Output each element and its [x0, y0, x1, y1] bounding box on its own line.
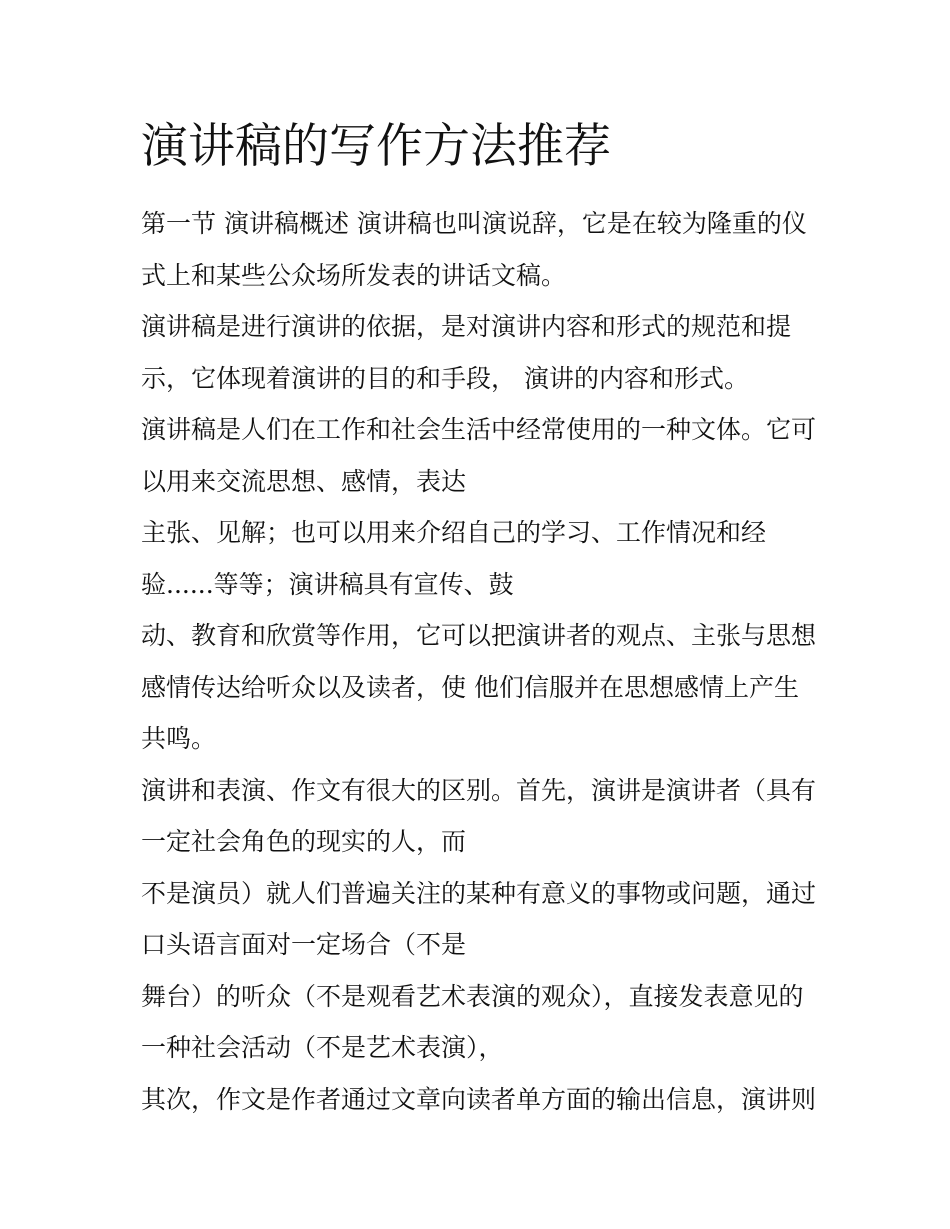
text-line: 动、教育和欣赏等作用，它可以把演讲者的观点、主张与思想 — [141, 621, 817, 650]
text-line: 示，它体现着演讲的目的和手段， 演讲的内容和形式。 — [141, 363, 749, 393]
text-line: 一定社会角色的现实的人，而 — [141, 827, 467, 856]
text-line: 舞台）的听众（不是观看艺术表演的观众），直接发表意见的 — [141, 981, 804, 1011]
document-title: 演讲稿的写作方法推荐 — [141, 119, 611, 174]
text-line: 不是演员）就人们普遍关注的某种有意义的事物或问题，通过 — [141, 878, 817, 908]
text-line: 以用来交流思想、感情，表达 — [141, 466, 467, 496]
document-body — [141, 198, 841, 1125]
text-line: 第一节 演讲稿概述 演讲稿也叫演说辞，它是在较为隆重的仪 — [141, 209, 807, 238]
text-line: 演讲稿是进行演讲的依据，是对演讲内容和形式的规范和提 — [141, 312, 792, 341]
text-line: 主张、见解；也可以用来介绍自己的学习、工作情况和经 — [141, 518, 767, 547]
text-line: 演讲稿是人们在工作和社会生活中经常使用的一种文体。它可 — [141, 415, 817, 444]
text-line: 式上和某些公众场所发表的讲话文稿。 — [141, 260, 567, 290]
text-line: 共鸣。 — [141, 724, 217, 753]
text-line: 口头语言面对一定场合（不是 — [141, 930, 467, 959]
text-line: 感情传达给听众以及读者，使 他们信服并在思想感情上产生 — [141, 672, 799, 702]
text-line: 演讲和表演、作文有很大的区别。首先，演讲是演讲者（具有 — [141, 775, 817, 805]
text-line: 其次，作文是作者通过文章向读者单方面的输出信息，演讲则 — [141, 1084, 817, 1114]
text-line: 验......等等；演讲稿具有宣传、鼓 — [141, 569, 514, 599]
text-line: 一种社会活动（不是艺术表演）， — [141, 1033, 504, 1062]
